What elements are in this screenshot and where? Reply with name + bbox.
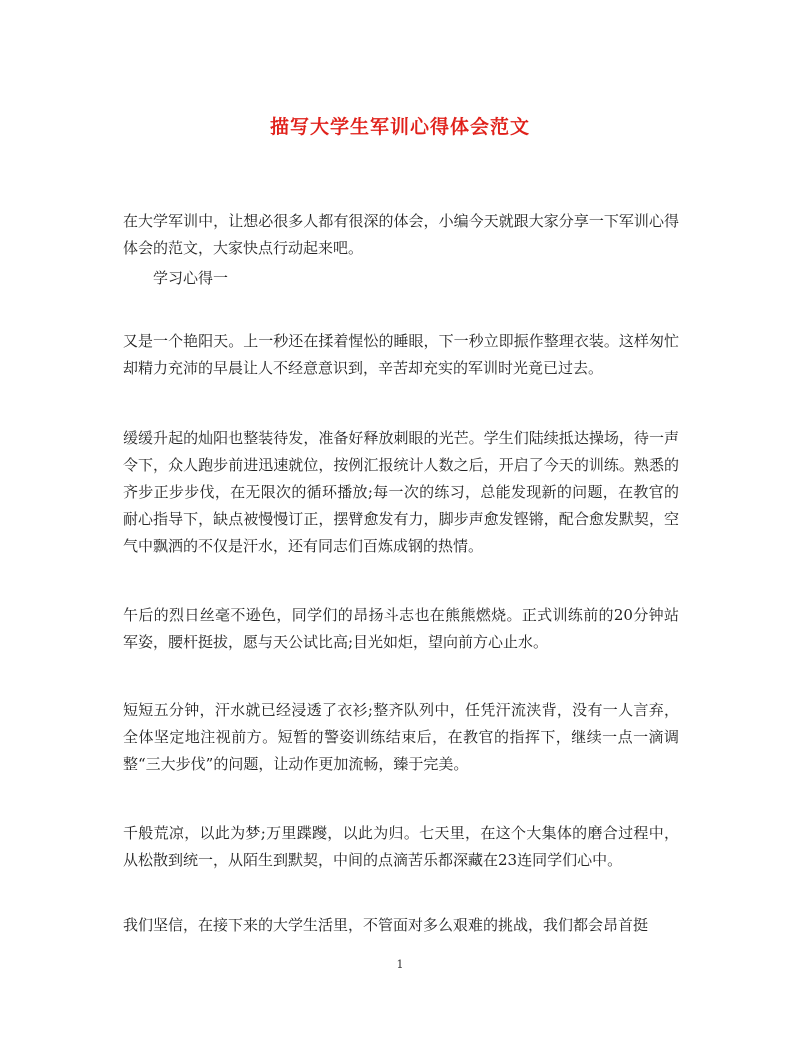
paragraph-1: 又是一个艳阳天。上一秒还在揉着惺忪的睡眼，下一秒立即振作整理衣装。这样匆忙却精力充沛的早晨让人不经意意识到，辛苦却充实的军训时光竟已过去。 [123,332,679,377]
paragraph-5: 千般荒凉，以此为梦;万里蹀躞，以此为归。七天里，在这个大集体的磨合过程中，从松散到统一，从陌生到默契，中间的点滴苦乐都深藏在23连同学们心中。 [123,824,679,869]
paragraph-6: 我们坚信，在接下来的大学生活里，不管面对多么艰难的挑战，我们都会昂首挺 [123,916,649,934]
page-number: 1 [396,958,404,971]
intro-paragraph: 在大学军训中，让想必很多人都有很深的体会，小编今天就跟大家分享一下军训心得体会的范文，大家快点行动起来吧。 [123,212,679,257]
document-title: 描写大学生军训心得体会范文 [269,116,530,138]
section-heading: 学习心得一 [153,269,229,287]
paragraph-2: 缓缓升起的灿阳也整装待发，准备好释放刺眼的光芒。学生们陆续抵达操场，待一声令下，众人跑步前进迅速就位，按例汇报统计人数之后，开启了今天的训练。熟悉的齐步正步步伐，在无限次的循环播放;每一次的练习，总能发现新的问题，在教官的耐心指导下，缺点被慢慢订正，摆臂愈发有力，脚步声愈发铿锵，配合愈发默契，空气中飘洒的不仅是汗水，还有同志们百炼成钢的热情。 [123,429,679,555]
paragraph-3: 午后的烈日丝毫不逊色，同学们的昂扬斗志也在熊熊燃烧。正式训练前的20分钟站军姿，腰杆挺拔，愿与天公试比高;目光如炬，望向前方心止水。 [123,606,679,651]
paragraph-4: 短短五分钟，汗水就已经浸透了衣衫;整齐队列中，任凭汗流浃背，没有一人言弃，全体坚定地注视前方。短暂的警姿训练结束后，在教官的指挥下，继续一点一滴调整“三大步伐”的问题，让动作更加流畅，臻于完美。 [123,701,679,773]
